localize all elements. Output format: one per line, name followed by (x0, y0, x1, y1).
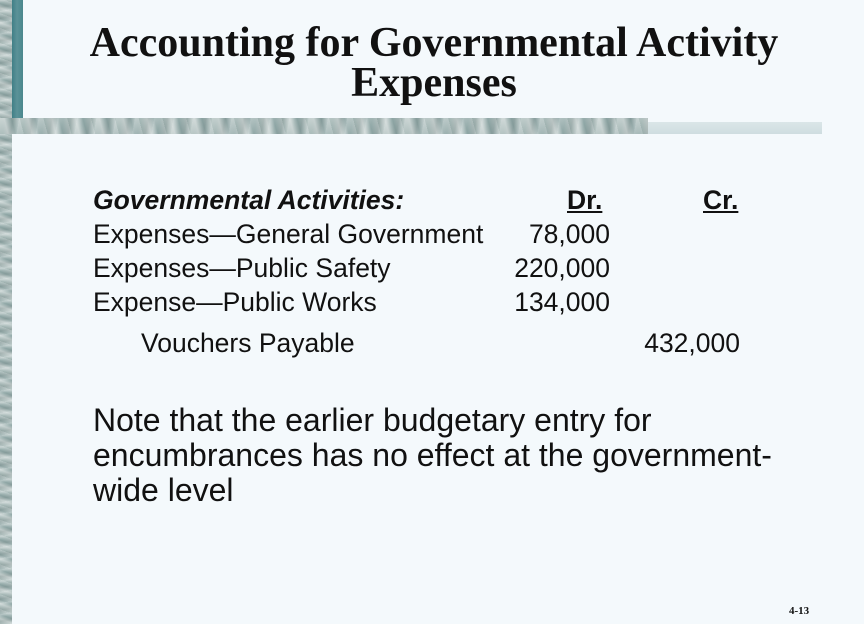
journal-row (0, 251, 864, 285)
debit-amount: 134,000 (514, 287, 610, 317)
slide-title-line-2: Expenses (351, 60, 517, 106)
account-name: Expenses—Public Safety (93, 253, 391, 283)
page-number: 4-13 (789, 605, 810, 617)
title-underline-bar-light (648, 122, 822, 134)
slide-title (8, 20, 860, 106)
note-line-3: wide level (93, 472, 234, 508)
debit-amount: 78,000 (528, 219, 610, 249)
note-paragraph (93, 403, 813, 508)
credit-amount: 432,000 (644, 328, 740, 358)
title-underline-bar (0, 118, 648, 134)
debit-amount: 220,000 (514, 253, 610, 283)
account-name: Vouchers Payable (141, 328, 355, 358)
credit-column-header: Cr. (703, 185, 739, 215)
debit-column-header: Dr. (567, 185, 603, 215)
journal-row (0, 217, 864, 251)
slide-title-line-1: Accounting for Governmental Activity (89, 20, 779, 66)
account-name: Expense—Public Works (93, 287, 377, 317)
journal-header-label: Governmental Activities: (93, 185, 405, 215)
account-name: Expenses—General Government (93, 219, 484, 249)
journal-row (0, 326, 864, 360)
journal-header-row (0, 183, 864, 217)
note-line-2: encumbrances has no effect at the government- (93, 437, 772, 473)
note-line-1: Note that the earlier budgetary entry for (93, 402, 652, 438)
journal-row (0, 285, 864, 319)
